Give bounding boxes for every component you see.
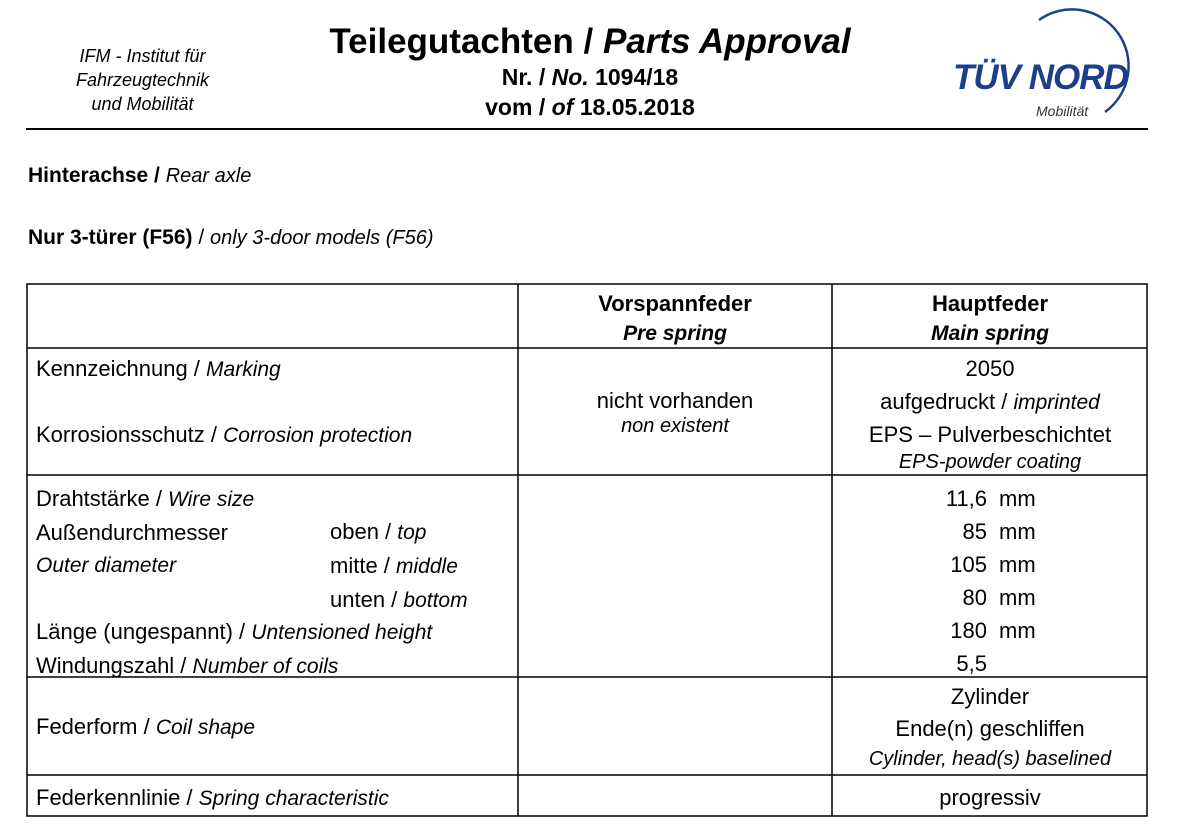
top-label-en: top: [397, 521, 427, 544]
wire-size-label-en: Wire size: [168, 488, 255, 511]
value-unit: mm: [999, 585, 1036, 610]
row-label-marking: [36, 356, 281, 382]
title-de: Teilegutachten /: [329, 22, 603, 61]
outer-diameter-label-de: Außendurchmesser: [36, 520, 228, 545]
pre-spring-header-en: Pre spring: [623, 322, 727, 345]
diameter-position-labels: [330, 515, 468, 617]
coils-label-en: Number of coils: [192, 655, 339, 678]
main-spring-dimension-values: [832, 482, 1148, 680]
value-row-diameter-bottom: [832, 581, 1148, 614]
number-en: No.: [551, 64, 589, 90]
value-row-coils: [832, 647, 1148, 680]
value-row-wire-size: [832, 482, 1148, 515]
value-number: 180: [950, 618, 987, 643]
pre-spring-status-en: non existent: [621, 415, 729, 437]
value-row-diameter-middle: [832, 548, 1148, 581]
axle-heading: [28, 164, 251, 188]
coil-shape-label-en: Coil shape: [155, 716, 256, 739]
marking-label-en: Marking: [206, 358, 281, 381]
corrosion-label-en: Corrosion protection: [223, 424, 413, 447]
value-number: 80: [962, 585, 987, 610]
models-heading: [28, 226, 433, 250]
pre-spring-status: [518, 387, 832, 437]
column-header-main-spring: [832, 289, 1148, 349]
marking-label-de: Kennzeichnung /: [36, 356, 207, 381]
pre-spring-header-de: Vorspannfeder: [598, 291, 752, 316]
date-en: of: [551, 94, 574, 120]
middle-label: [330, 549, 468, 583]
header-divider: [26, 128, 1148, 130]
main-spring-marking-block: [832, 354, 1148, 475]
value-number: 5,5: [956, 651, 987, 676]
middle-label-en: middle: [396, 555, 458, 578]
spring-characteristic-label-en: Spring characteristic: [198, 787, 389, 810]
top-label-de: oben /: [330, 519, 398, 544]
coil-shape-value-2: Ende(n) geschliffen: [895, 716, 1085, 741]
middle-label-de: mitte /: [330, 553, 397, 578]
axle-heading-en: Rear axle: [165, 165, 252, 187]
coil-shape-label-de: Federform /: [36, 714, 156, 739]
coils-label-de: Windungszahl /: [36, 653, 193, 678]
date-de: vom /: [485, 94, 552, 120]
institute-line-2: Fahrzeugtechnik: [75, 70, 210, 90]
spring-characteristic-label-de: Federkennlinie /: [36, 785, 199, 810]
number-value: 1094/18: [588, 64, 679, 90]
length-label-de: Länge (ungespannt) /: [36, 619, 252, 644]
pre-spring-status-de: nicht vorhanden: [596, 388, 754, 413]
main-corrosion-en: EPS-powder coating: [898, 451, 1082, 473]
models-heading-en: only 3-door models (F56): [210, 227, 434, 249]
row-label-coil-shape: [36, 714, 255, 740]
coil-shape-value-1: Zylinder: [950, 684, 1030, 709]
main-corrosion-de: EPS – Pulverbeschichtet: [868, 422, 1112, 447]
value-unit: mm: [999, 618, 1036, 643]
main-marking-note: [832, 384, 1148, 421]
logo-subtitle: Mobilität: [1036, 103, 1089, 119]
bottom-label: [330, 583, 468, 617]
value-number: 105: [950, 552, 987, 577]
institute-name: [30, 44, 255, 116]
value-unit: mm: [999, 486, 1036, 511]
coil-shape-value-en: Cylinder, head(s) baselined: [868, 748, 1112, 770]
row-label-spring-characteristic: [36, 785, 389, 811]
bottom-label-de: unten /: [330, 587, 404, 612]
document-date: [300, 92, 880, 122]
logo-wordmark: TÜV NORD: [953, 58, 1128, 97]
axle-heading-de: Hinterachse /: [28, 164, 166, 187]
date-value: 18.05.2018: [573, 94, 695, 120]
main-spring-header-de: Hauptfeder: [931, 291, 1049, 316]
document-number: [300, 62, 880, 92]
value-number: 11,6: [945, 486, 987, 511]
value-unit: mm: [999, 519, 1036, 544]
number-de: Nr. /: [501, 64, 552, 90]
main-spring-header-en: Main spring: [931, 322, 1049, 345]
column-header-pre-spring: [518, 289, 832, 349]
wire-size-label-de: Drahtstärke /: [36, 486, 169, 511]
main-marking-value: 2050: [965, 356, 1015, 381]
models-heading-separator: /: [192, 226, 211, 249]
value-unit: mm: [999, 552, 1036, 577]
coils-label: [36, 649, 432, 683]
wire-size-label: [36, 482, 432, 516]
models-heading-de: Nur 3-türer (F56): [28, 226, 193, 249]
bottom-label-en: bottom: [403, 589, 468, 612]
length-label-en: Untensioned height: [251, 621, 433, 644]
value-row-length: [832, 614, 1148, 647]
main-spring-coil-shape: [832, 681, 1148, 773]
main-marking-note-de: aufgedruckt /: [880, 389, 1014, 414]
main-marking-note-en: imprinted: [1013, 391, 1100, 414]
length-label: [36, 615, 432, 649]
row-label-corrosion: [36, 422, 412, 448]
value-row-diameter-top: [832, 515, 1148, 548]
value-number: 85: [962, 519, 987, 544]
document-title-block: [300, 22, 880, 122]
institute-line-1: IFM - Institut für: [79, 46, 206, 66]
outer-diameter-label-en: Outer diameter: [36, 554, 177, 577]
corrosion-label-de: Korrosionsschutz /: [36, 422, 224, 447]
institute-line-3: und Mobilität: [91, 94, 194, 114]
document-title: [300, 22, 880, 62]
spring-characteristic-value: progressiv: [939, 785, 1041, 810]
top-label: [330, 515, 468, 549]
title-en: Parts Approval: [602, 22, 851, 61]
